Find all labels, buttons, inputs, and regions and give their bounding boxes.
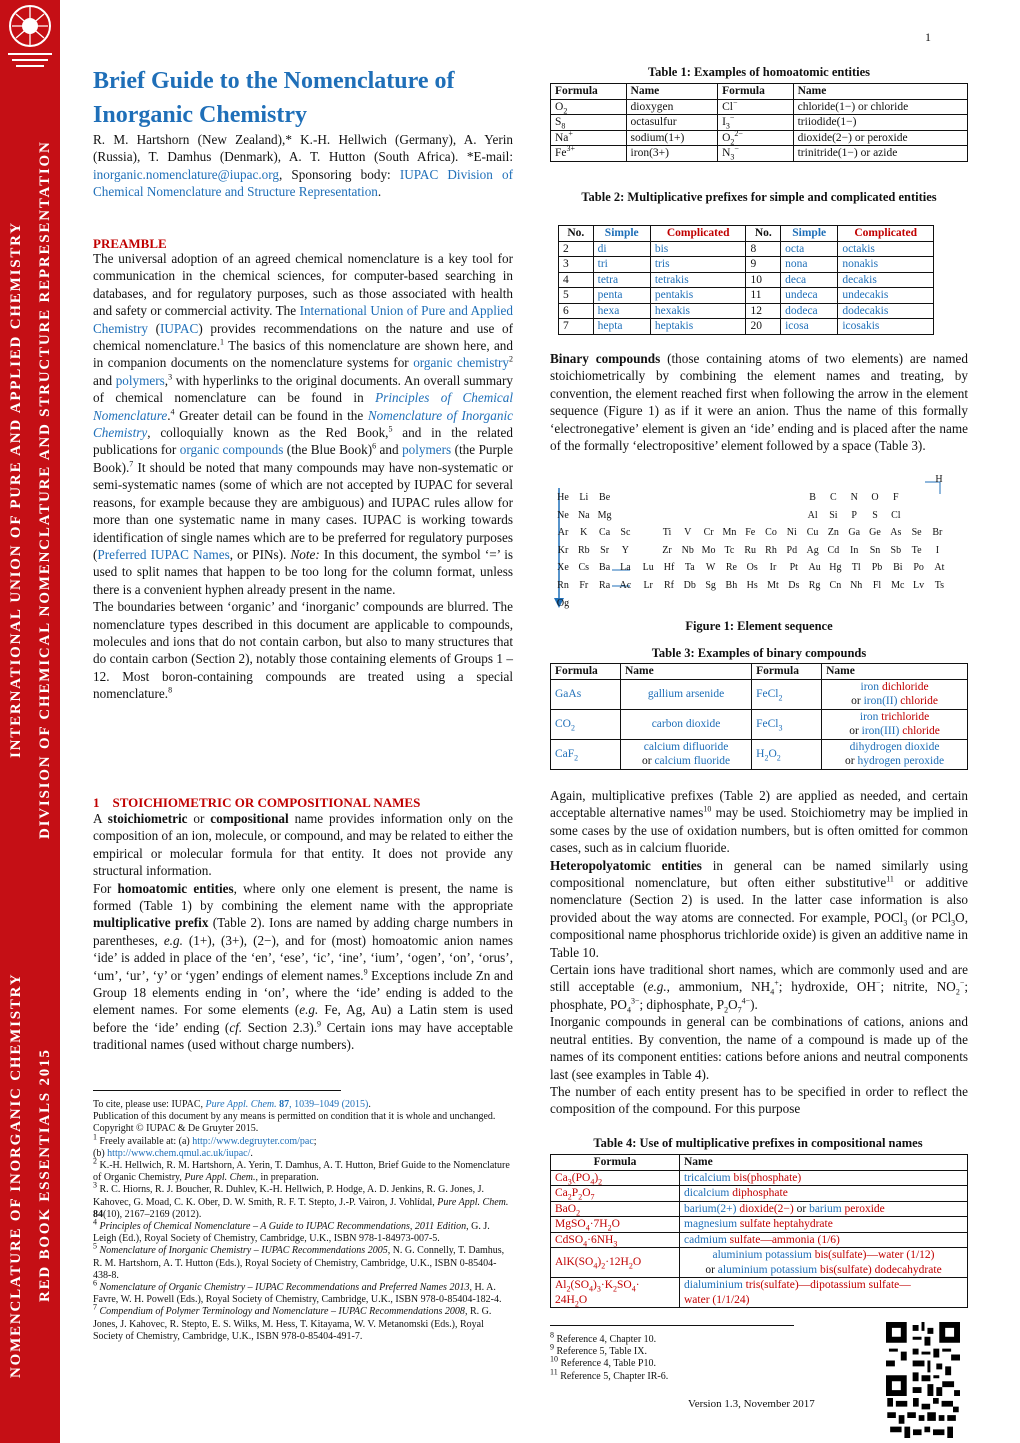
element-f: F: [893, 492, 899, 503]
element-hf: Hf: [663, 562, 675, 574]
element-nb: Nb: [681, 544, 694, 556]
element-mt: Mt: [767, 580, 779, 591]
table-3-header: Name: [822, 664, 968, 680]
element-na: Na: [577, 509, 590, 521]
element-lu: Lu: [642, 562, 654, 574]
element-si: Si: [829, 509, 838, 521]
element-re: Re: [725, 562, 737, 574]
table-2-header: Complicated: [650, 226, 746, 242]
footnote-divider: [93, 1090, 341, 1091]
element-zn: Zn: [827, 527, 839, 539]
element-mo: Mo: [701, 544, 716, 556]
table-row: GaAs gallium arsenide FeCl$_2$ iron dichloride or iron(II) chloride: [551, 679, 968, 709]
element-lv: Lv: [913, 580, 925, 591]
title-line-1: Brief Guide to the Nomenclature of: [93, 68, 455, 94]
element-os: Os: [746, 562, 758, 574]
references-block: To cite, please use: IUPAC, Pure Appl. Chem. 87, 1039–1049 (2015). Publication of this document by any means is permitted on condition that it is whole and unchanged. Copyright © IUPAC & De Gruyter 2015. $^1$ Freely available at: (a) http://www.degruyter.com/pac; (b) http://www.chem.qmul.ac.uk/iupac/. $^2$ K.-H. Hellwich, R. M. Hartshorn, A. Yerin, T. Damhus, A. T. Hutton, Brief Guide to the Nomenclature of Organic Chemistry, Pure Appl. Chem., in preparation. $^3$ R. C. Hiorns, R. J. Boucher, R. Duhlev, K.-H. Hellwich, P. Hodge, A. D. Jenkins, R. G. Jones, J. Kahovec, G. Moad, C. K. Ober, D. W. Smith, R. F. T. Stepto, J.-P. Vairon, J. Vohlídal, Pure Appl. Chem. 84(10), 2167–2169 (2012). $^4$ Principles of Chemical Nomenclature – A Guide to IUPAC Recommendations, 2011 Edition, G. J. Leigh (Ed.), Royal Society of Chemistry, Cambridge, U.K., ISBN 978-1-84973-007-5. $^5$ Nomenclature of Inorganic Chemistry – IUPAC Recommendations 2005, N. G. Connelly, T. Damhus, R. M. Hartshorn, A. T. Hutton (Eds.), Royal Society of Chemistry, Cambridge, U.K., ISBN 0-85404-438-8. $^6$ Nomenclature of Organic Chemistry – IUPAC Recommendations and Preferred Names 2013, H. A. Favre, W. H. Powell (Eds.), Royal Society of Chemistry, Cambridge, U.K., ISBN 978-0-85404-182-4. $^7$ Compendium of Polymer Terminology and Nomenclature – IUPAC Recommendations 2008, R. G. Jones, J. Kahovec, R. Stepto, E. S. Wilks, M. Hess, T. Kitayama, W. V. Metanomski (Eds.), Royal Society of Chemistry, Cambridge, U.K., ISBN 978-0-85404-491-7.: [93, 1099, 510, 1342]
table-row: 7 hepta heptakis 20 icosa icosakis: [559, 319, 934, 335]
element-ru: Ru: [744, 544, 757, 556]
table-4-header: Formula: [551, 1155, 680, 1171]
table-row: CaF$_2$ calcium difluoride or calcium fluoride $H_2O_2$ dihydrogen dioxide or hydrogen peroxide: [551, 739, 968, 769]
table-row: $S_8$ octasulfur $I_3^-$ triiodide(1−): [551, 115, 968, 131]
element-o: O: [871, 492, 879, 503]
element-xe: Xe: [557, 562, 569, 574]
table-3-caption: Table 3: Examples of binary compounds: [651, 646, 867, 660]
element-v: V: [684, 527, 692, 539]
element-al: Al: [807, 509, 818, 521]
table-1-header: Formula: [718, 84, 794, 100]
element-cn: Cn: [829, 580, 842, 591]
element-fl: Fl: [872, 580, 882, 591]
sidebar-redbook-text: RED BOOK ESSENTIALS 2015: [37, 1048, 53, 1302]
element-tc: Tc: [724, 544, 735, 556]
table-row: BaO$_2$ barium(2+) dioxide(2−) or barium peroxide: [551, 1201, 968, 1217]
element-cr: Cr: [703, 527, 714, 539]
element-pb: Pb: [871, 562, 883, 574]
section-1-text: A stoichiometric or compositional name provides information only on the composition of an ion, molecule, or compound, and may be related to either the empirical or molecular formula for that entity. It does not provide any structural information. For homoatomic entities, where only one element is present, the name is formed (Table 1) by combining the element name with the appropriate multiplicative prefix (Table 2). Ions are named by adding charge numbers in parentheses, e.g. (1+), (3+), (2−), and for (most) homoatomic anion names ‘ide’ is added in place of the ‘en’, ‘ese’, ‘ic’, ‘ine’, ‘ium’, ‘ogen’, ‘on’, ‘orus’, ‘um’, ‘ur’, ‘y’ or ‘ygen’ endings of element names.$^9$ Exceptions include Zn and Group 18 elements ending in ‘on’, where the ‘ide’ ending is added to the element names. For some elements (e.g. Fe, Ag, Au) a Latin stem is used before the ‘ide’ ending (cf. Section 2.3).$^9$ Certain ions may have acceptable traditional names (used without charge numbers).: [93, 811, 513, 1053]
qr-code-icon[interactable]: [886, 1322, 960, 1396]
element-bi: Bi: [893, 562, 903, 574]
element-ag: Ag: [806, 544, 819, 556]
element-li: Li: [579, 492, 589, 503]
table-2: [558, 225, 934, 335]
element-og: Og: [556, 597, 570, 609]
element-po: Po: [913, 562, 924, 574]
footnote-divider: [550, 1325, 794, 1326]
page-number: 1: [925, 30, 931, 44]
element-be: Be: [599, 492, 611, 503]
element-y: Y: [621, 544, 629, 556]
element-pt: Pt: [789, 562, 798, 574]
element-in: In: [850, 544, 859, 556]
table-row: $MgSO_4\cdot 7H_2O$ magnesium sulfate heptahydrate: [551, 1217, 968, 1233]
element-mc: Mc: [891, 580, 905, 591]
iupac-logo-icon: [2, 2, 58, 70]
element-rg: Rg: [808, 580, 821, 591]
element-db: Db: [683, 580, 696, 591]
element-at: At: [934, 562, 945, 574]
element-hs: Hs: [746, 580, 758, 591]
element-kr: Kr: [557, 544, 569, 556]
element-ne: Ne: [557, 509, 569, 521]
table-2-header: No.: [559, 226, 594, 242]
qr-code-icon[interactable]: [886, 1398, 960, 1438]
table-row: $AlK(SO_4)_2\cdot 12H_2O$ aluminium potassium bis(sulfate)—water (1/12) or aluminium potassium bis(sulfate) dodecahydrate: [551, 1248, 968, 1278]
sidebar-division-text: DIVISION OF CHEMICAL NOMENCLATURE AND STRUCTURE REPRESENTATION: [37, 140, 53, 840]
element-k: K: [580, 527, 588, 539]
element-ar: Ar: [557, 527, 569, 539]
table-3-header: Formula: [752, 664, 822, 680]
figure-1-caption: Figure 1: Element sequence: [685, 619, 833, 633]
element-au: Au: [808, 562, 821, 574]
element-ds: Ds: [788, 580, 800, 591]
multiplicative-text: Again, multiplicative prefixes (Table 2) are applied as needed, and certain acceptable alternative names$^{10}$ may be used. Stoichiometry may be implied in some cases by the use of oxidation numbers, but is often omitted for common cases, such as in calcium fluoride. Heteropolyatomic entities in general can be named similarly using compositional nomenclature, but often either substitutive$^{11}$ or additive nomenclature (Section 2) is used. In the latter case information is also provided about the way atoms are connected. For example, POCl$_3$ (or PCl$_3$O, compositional name phosphorus trichloride oxide) is given an additive name in Table 10. Certain ions have traditional short names, which are commonly used and are still acceptable (e.g., ammonium, $NH_4^+$; hydroxide, OH−; nitrite, $NO_2^-$; phosphate, $PO_4^{3-}$; diphosphate, $P_2O_7^{4-}$). Inorganic compounds in general can be combinations of cations, anions and neutral entities. By convention, the name of a compound is made up of the names of its component entities: cations before anions and neutral components last (see examples in Table 4). The number of each entity present has to be specified in order to reflect the composition of the compound. For this purpose: [550, 788, 969, 1117]
element-fr: Fr: [579, 580, 589, 591]
table-1-header: Name: [793, 84, 967, 100]
table-2-header: Simple: [593, 226, 650, 242]
preamble-heading: PREAMBLE: [93, 236, 167, 251]
table-row: $Fe^{3+}$ iron(3+) $N_3^-$ trinitride(1−) or azide: [551, 146, 968, 162]
table-2-header: Simple: [781, 226, 838, 242]
element-he: He: [557, 492, 569, 503]
table-2-header: No.: [746, 226, 781, 242]
table-3-header: Formula: [551, 664, 621, 680]
element-te: Te: [911, 544, 922, 556]
element-sr: Sr: [600, 544, 610, 556]
binary-compounds-text: Binary compounds (those containing atoms of two elements) are named stoichiometrically by combining the element names and treating, by convention, the element reached first when following the arrow in the element sequence (Figure 1) as if it were an anion. Thus the name of this formally ‘electronegative’ element is given an ‘ide’ ending and is placed after the name of the formally ‘electropositive’ element followed by a space (Table 3).: [550, 351, 968, 454]
element-cs: Cs: [578, 562, 590, 574]
element-la: La: [620, 562, 631, 574]
table-4: [550, 1154, 968, 1308]
element-ni: Ni: [786, 527, 797, 539]
element-p: P: [851, 509, 857, 521]
sidebar-nomenclature-text: NOMENCLATURE OF INORGANIC CHEMISTRY: [8, 972, 24, 1378]
element-co: Co: [765, 527, 777, 539]
page-title: [93, 64, 455, 132]
element-lr: Lr: [643, 580, 653, 591]
sponsor-link[interactable]: IUPAC Division of Chemical Nomenclature and Structure Representation: [93, 166, 513, 200]
element-ac: Ac: [619, 580, 632, 591]
element-ra: Ra: [599, 580, 611, 591]
authors-text: R. M. Hartshorn (New Zealand),* K.-H. Hellwich (Germany), A. Yerin (Russia), T. Damhus (Denmark), A. T. Hutton (South Africa). *E-mail:: [93, 132, 513, 165]
element-rf: Rf: [664, 580, 674, 591]
element-nh: Nh: [850, 580, 863, 591]
element-ga: Ga: [848, 527, 861, 539]
table-3-header: Name: [620, 664, 751, 680]
element-cu: Cu: [806, 527, 819, 539]
element-sn: Sn: [869, 544, 881, 556]
table-row: $Ca_2P_2O_7$ dicalcium diphosphate: [551, 1186, 968, 1202]
element-fe: Fe: [745, 527, 756, 539]
element-rn: Rn: [557, 580, 569, 591]
footnotes-right: $^8$ Reference 4, Chapter 10. $^9$ Reference 5, Table IX. $^{10}$ Reference 4, Table P10. $^{11}$ Reference 5, Chapter IR-6.: [550, 1330, 669, 1382]
version-text: Version 1.3, November 2017: [688, 1398, 815, 1410]
table-row: 6 hexa hexakis 12 dodeca dodecakis: [559, 303, 934, 319]
element-mn: Mn: [722, 527, 737, 539]
table-row: $CO_2$ carbon dioxide FeCl$_3$ iron trichloride or iron(III) chloride: [551, 709, 968, 739]
table-1-caption: Table 1: Examples of homoatomic entities: [647, 65, 871, 79]
element-w: W: [705, 562, 716, 574]
element-s: S: [872, 509, 878, 521]
table-row: $Al_2(SO_4)_3\cdot K_2SO_4\cdot$ $24H_2O$ dialuminium tris(sulfate)—dipotassium sulfate— water (1/1/24): [551, 1278, 968, 1308]
sidebar-banner: [0, 0, 60, 1443]
element-h: H: [935, 474, 943, 485]
title-line-2: Inorganic Chemistry: [93, 102, 307, 128]
element-i: I: [935, 544, 940, 556]
element-b: B: [809, 492, 816, 503]
element-zr: Zr: [662, 544, 672, 556]
element-ta: Ta: [684, 562, 695, 574]
element-ir: Ir: [769, 562, 777, 574]
element-c: C: [830, 492, 837, 503]
table-2-header: Complicated: [838, 226, 934, 242]
email-link[interactable]: inorganic.nomenclature@iupac.org: [93, 166, 279, 182]
table-row: Na+ sodium(1+) $O_2^{2-}$ dioxide(2−) or peroxide: [551, 130, 968, 146]
element-ti: Ti: [662, 527, 672, 539]
element-ts: Ts: [934, 580, 945, 591]
table-1: [550, 83, 968, 162]
table-row: $Ca_3(PO_4)_2$ tricalcium bis(phosphate): [551, 1170, 968, 1186]
element-sb: Sb: [890, 544, 902, 556]
element-rb: Rb: [577, 544, 590, 556]
table-row: 4 tetra tetrakis 10 deca decakis: [559, 272, 934, 288]
element-ca: Ca: [599, 527, 611, 539]
element-sequence-figure: [550, 474, 968, 624]
table-4-header: Name: [680, 1155, 968, 1171]
element-ba: Ba: [599, 562, 611, 574]
element-cl: Cl: [891, 509, 901, 521]
authors-text-b: , Sponsoring body:: [278, 166, 400, 182]
authors-block: R. M. Hartshorn (New Zealand),* K.-H. Hellwich (Germany), A. Yerin (Russia), T. Damhus (Denmark), A. T. Hutton (South Africa). *E-mail: inorganic.nomenclature@iupac.org, Sponsoring body: IUPAC Division of Chemical Nomenclature and Structure Representation.: [93, 132, 513, 200]
element-n: N: [850, 492, 858, 503]
element-se: Se: [911, 527, 922, 539]
element-cd: Cd: [827, 544, 840, 556]
element-tl: Tl: [851, 562, 861, 574]
element-br: Br: [932, 527, 943, 539]
section-1-heading: 1 STOICHIOMETRIC OR COMPOSITIONAL NAMES: [93, 795, 421, 810]
element-as: As: [890, 527, 902, 539]
preamble-text: The universal adoption of an agreed chemical nomenclature is a key tool for communication in the chemical sciences, for computer-based searching in databases, and for regulatory purposes, such as those associated with health and safety or commercial activity. The International Union of Pure and Applied Chemistry (IUPAC) provides recommendations on the nature and use of chemical nomenclature.$^1$ The basics of this nomenclature are shown here, and in companion documents on the nomenclature systems for organic chemistry$^2$ and polymers,$^3$ with hyperlinks to the original documents. An overall summary of chemical nomenclature can be found in Principles of Chemical Nomenclature.$^4$ Greater detail can be found in the Nomenclature of Inorganic Chemistry, colloquially known as the Red Book,$^5$ and in the related publications for organic compounds (the Blue Book)$^6$ and polymers (the Purple Book).$^7$ It should be noted that many compounds may have non-systematic or semi-systematic names (some of which are not accepted by IUPAC for several reasons, for example because they are ambiguous) and IUPAC rules allow for more than one systematic name in many cases. IUPAC is working towards identification of single names which are to be preferred for regulatory purposes (Preferred IUPAC Names, or PINs). Note: In this document, the symbol ‘=’ is used to split names that happen to be too long for the column format, unless there is a convenient hyphen already present in the name. The boundaries between ‘organic’ and ‘inorganic’ compounds are blurred. The nomenclature types described in this document are applicable to compounds, molecules and ions that do not contain carbon, but also to many structures that do contain carbon (Section 2), notably those containing elements of Groups 1 – 12. Most boron-containing compounds are treated using a special nomenclature.$^8$: [93, 251, 514, 702]
table-1-header: Formula: [551, 84, 627, 100]
table-2-caption: Table 2: Multiplicative prefixes for simple and complicated entities: [581, 190, 937, 204]
table-row: 5 penta pentakis 11 undeca undecakis: [559, 288, 934, 304]
element-rh: Rh: [765, 544, 777, 556]
element-mg: Mg: [597, 509, 612, 521]
element-ge: Ge: [869, 527, 881, 539]
table-3: [550, 663, 968, 770]
element-bh: Bh: [725, 580, 738, 591]
sidebar-iupac-text: INTERNATIONAL UNION OF PURE AND APPLIED CHEMISTRY: [8, 221, 24, 759]
table-1-header: Name: [626, 84, 718, 100]
table-row: 3 tri tris 9 nona nonakis: [559, 257, 934, 273]
table-row: $CdSO_4\cdot 6NH_3$ cadmium sulfate—ammonia (1/6): [551, 1232, 968, 1248]
element-sg: Sg: [705, 580, 716, 591]
element-pd: Pd: [786, 544, 798, 556]
table-row: $O_2$ dioxygen Cl− chloride(1−) or chloride: [551, 99, 968, 115]
element-hg: Hg: [829, 562, 842, 574]
table-4-caption: Table 4: Use of multiplicative prefixes in compositional names: [593, 1136, 923, 1150]
table-row: 2 di bis 8 octa octakis: [559, 241, 934, 257]
element-sc: Sc: [620, 527, 631, 539]
